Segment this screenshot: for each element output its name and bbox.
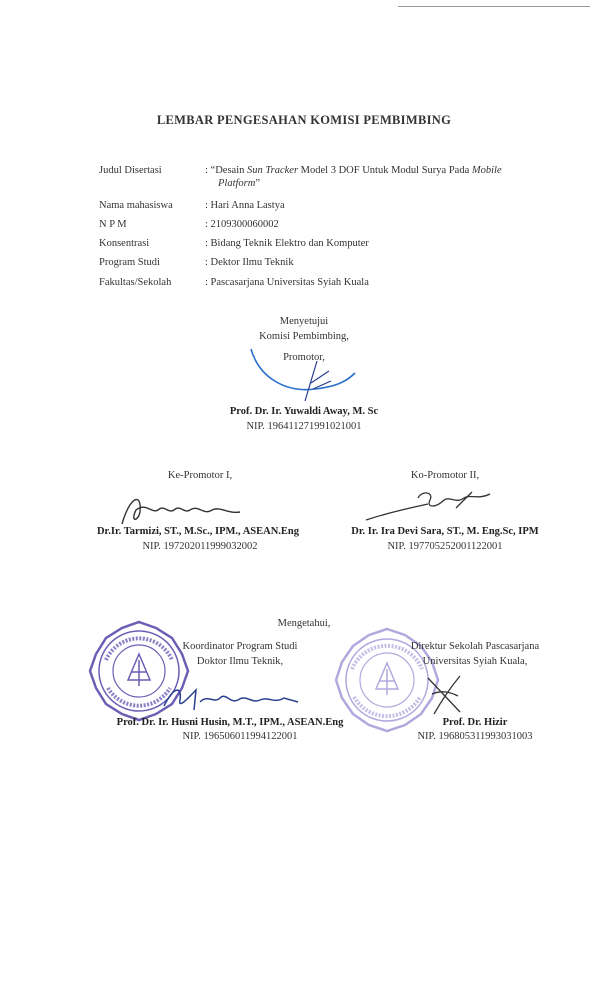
top-rule xyxy=(398,6,590,7)
copromotor2-name: Dr. Ir. Ira Devi Sara, ST., M. Eng.Sc, IPM xyxy=(351,526,539,537)
coordinator-signature xyxy=(160,676,310,716)
coordinator-nip: NIP. 196506011994122001 xyxy=(182,731,298,742)
copromotor2-role: Ko-Promotor II, xyxy=(410,470,480,481)
field-label: N P M xyxy=(99,219,127,230)
field-value: : 2109300060002 xyxy=(205,219,279,230)
director-name: Prof. Dr. Hizir xyxy=(442,717,508,728)
field-value: : Bidang Teknik Elektro dan Komputer xyxy=(205,238,369,249)
copromotor1-signature xyxy=(112,488,252,530)
field-value-line2: Platform” xyxy=(218,178,261,189)
promotor-signature xyxy=(245,343,365,405)
copromotor1-name: Dr.Ir. Tarmizi, ST., M.Sc., IPM., ASEAN.Eng xyxy=(96,526,300,537)
copromotor2-signature xyxy=(360,486,500,526)
copromotor1-nip: NIP. 197202011999032002 xyxy=(142,541,258,552)
field-label: Judul Disertasi xyxy=(99,165,162,176)
approval-heading: Menyetujui xyxy=(279,316,329,327)
coordinator-program: Doktor Ilmu Teknik, xyxy=(196,656,284,667)
coordinator-role: Koordinator Program Studi xyxy=(182,641,298,652)
promotor-role: Promotor, xyxy=(283,352,325,363)
director-signature xyxy=(420,670,470,718)
field-label: Nama mahasiswa xyxy=(99,200,173,211)
acknowledge-heading: Mengetahui, xyxy=(277,618,331,629)
field-value: : Dektor Ilmu Teknik xyxy=(205,257,294,268)
page-title: LEMBAR PENGESAHAN KOMISI PEMBIMBING xyxy=(156,113,452,127)
field-label: Konsentrasi xyxy=(99,238,150,249)
copromotor1-role: Ke-Promotor I, xyxy=(167,470,233,481)
field-label: Program Studi xyxy=(99,257,160,268)
field-label: Fakultas/Sekolah xyxy=(99,277,172,288)
committee-label: Komisi Pembimbing, xyxy=(259,331,349,342)
promotor-name: Prof. Dr. Ir. Yuwaldi Away, M. Sc xyxy=(229,406,379,417)
coordinator-name: Prof. Dr. Ir. Husni Husin, M.T., IPM., ASEAN.Eng xyxy=(116,717,344,728)
director-nip: NIP. 196805311993031003 xyxy=(417,731,533,742)
field-value: : “Desain Sun Tracker Model 3 DOF Untuk Modul Surya Pada Mobile xyxy=(205,165,502,176)
director-university: Universitas Syiah Kuala, xyxy=(422,656,528,667)
field-value: : Hari Anna Lastya xyxy=(205,200,285,211)
field-value: : Pascasarjana Universitas Syiah Kuala xyxy=(205,277,369,288)
field-judul xyxy=(99,165,539,193)
director-role: Direktur Sekolah Pascasarjana xyxy=(410,641,540,652)
copromotor2-nip: NIP. 197705252001122001 xyxy=(387,541,503,552)
promotor-nip: NIP. 196411271991021001 xyxy=(246,421,362,432)
